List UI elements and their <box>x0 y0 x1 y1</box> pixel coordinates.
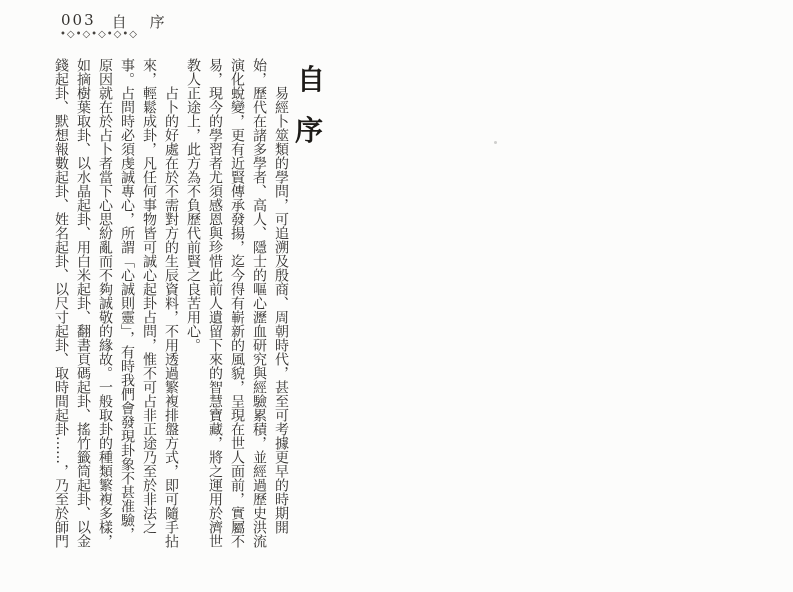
paragraph-1: 易經卜筮類的學問，可追溯及殷商、周朝時代，甚至可考據更早的時期開始，歷代在諸多學者、高人、隱士的嘔心瀝血研究與經驗累積，並經過歷史洪流演化蛻變，更有近賢傳承發揚，迄今得有嶄新的風貌，呈現在世人面前，實屬不易，現今的學習者尤須感恩與珍惜此前人遺留下來的智慧寶藏，將之運用於濟世教人正途上，此方為不負歷代前賢之良苦用心。 <box>185 58 289 548</box>
header-ornament: •◇•◇•◇•◇•◇ <box>60 29 138 40</box>
header-section-title: 自 序 <box>111 13 169 31</box>
scan-speck <box>494 141 497 144</box>
chapter-title-char-1: 自 <box>297 63 326 96</box>
chapter-title-char-2: 序 <box>295 114 324 147</box>
paragraph-2: 占卜的好處在於不需對方的生辰資料，不用透過繁複排盤方式，即可隨手拈來，輕鬆成卦，凡任何事物皆可誠心起卦占問，惟不可占非正途乃至於非法之事。占問時必須虔誠專心，所謂「心誠則靈」，有時我們會發現卦象不甚准驗，原因就在於占卜者當下心思紛亂而不夠誠敬的緣故。一般取卦的種類繁複多樣，如摘樹葉取卦、以水晶起卦、用白米起卦、翻書頁碼起卦、搖竹籤筒起卦、以金錢起卦、默想報數起卦、姓名起卦、以尺寸起卦、取時間起卦……，乃至於師門 <box>53 58 179 548</box>
page-number: 003 <box>61 11 96 29</box>
body-text <box>40 58 292 550</box>
